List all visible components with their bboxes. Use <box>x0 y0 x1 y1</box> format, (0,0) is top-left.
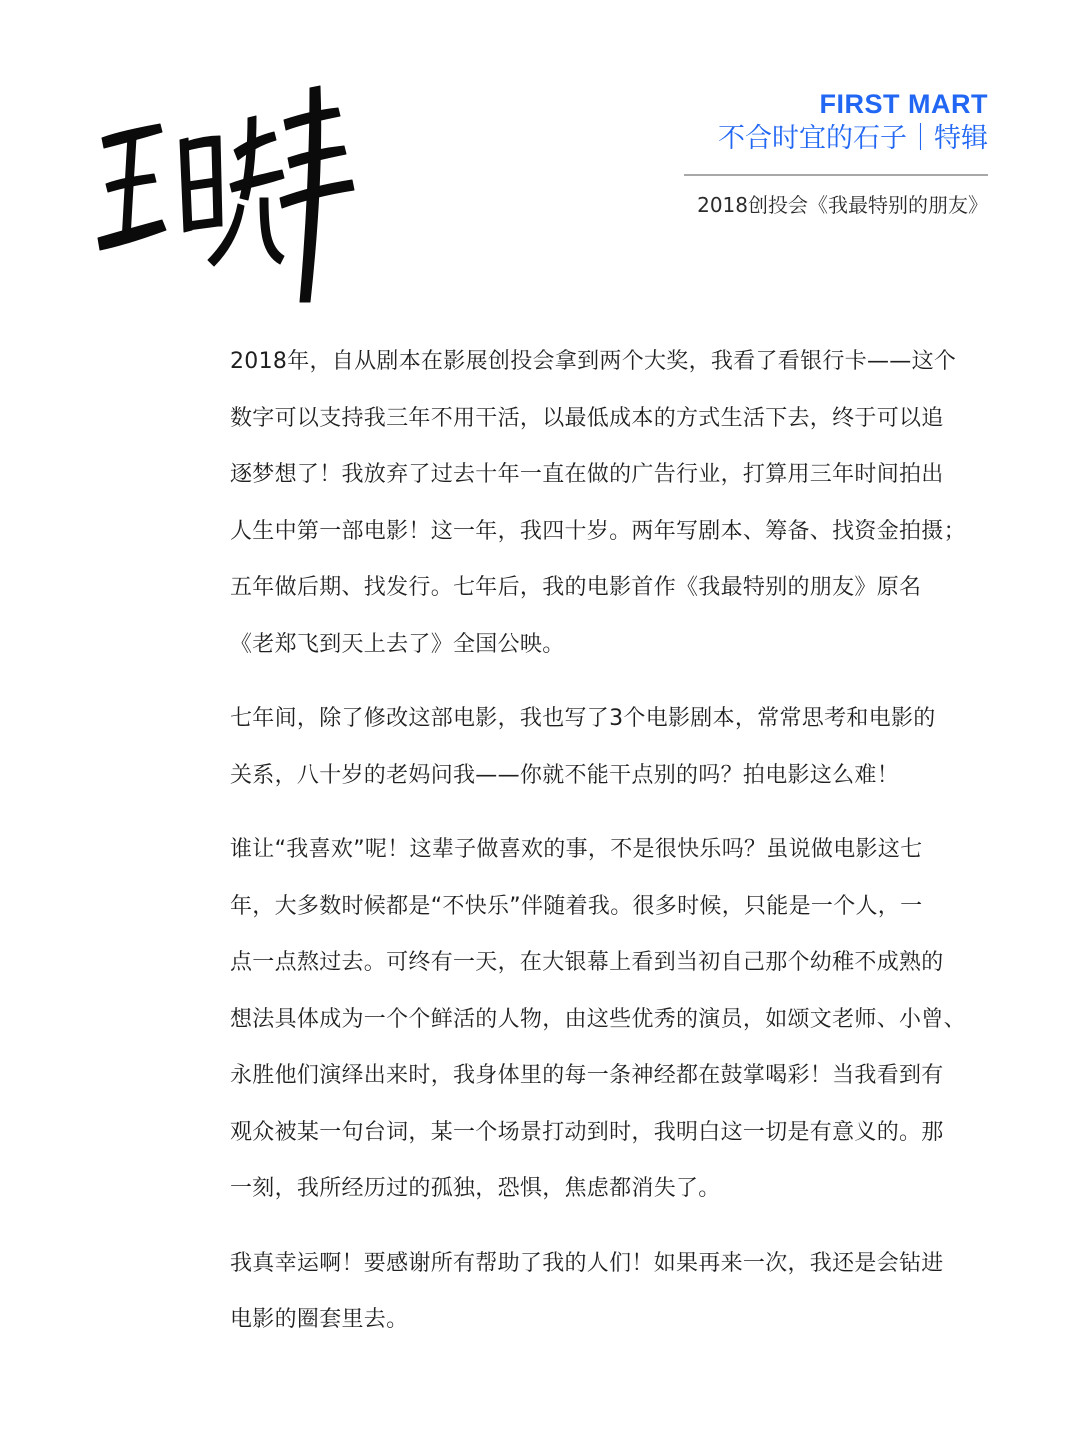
text-line: 我真幸运啊！要感谢所有帮助了我的人们！如果再来一次，我还是会钻进 <box>230 1250 944 1276</box>
text-line: 逐梦想了！我放弃了过去十年一直在做的广告行业，打算用三年时间拍出 <box>230 462 944 487</box>
article-body <box>230 334 1010 1349</box>
text-line: 《老郑飞到天上去了》全国公映。 <box>230 631 565 657</box>
paragraph <box>230 691 1010 804</box>
text-line: 谁让“我喜欢”呢！这辈子做喜欢的事，不是很快乐吗？虽说做电影这七 <box>230 837 923 862</box>
text-line: 点一点熬过去。可终有一天，在大银幕上看到当初自己那个幼稚不成熟的 <box>230 950 944 975</box>
text-line: 想法具体成为一个个鲜活的人物，由这些优秀的演员，如颂文老师、小曾、 <box>230 1006 966 1032</box>
text-line: 永胜他们演绎出来时，我身体里的每一条神经都在鼓掌喝彩！当我看到有 <box>230 1063 944 1088</box>
text-line: 2018年，自从剧本在影展创投会拿到两个大奖，我看了看银行卡——这个 <box>230 349 957 374</box>
text-line: 电影的圈套里去。 <box>230 1307 409 1332</box>
signature-brush-strokes <box>88 80 368 310</box>
brand-title: FIRST MART <box>819 89 988 119</box>
text-line: 年，大多数时候都是“不快乐”伴随着我。很多时候，只能是一个人，一 <box>230 893 923 919</box>
text-line: 七年间，除了修改这部电影，我也写了3个电影剧本，常常思考和电影的 <box>230 706 936 731</box>
header <box>568 88 988 158</box>
text-line: 一刻，我所经历过的孤独，恐惧，焦虑都消失了。 <box>230 1176 721 1201</box>
header-divider <box>684 174 988 176</box>
text-line: 五年做后期、找发行。七年后，我的电影首作《我最特别的朋友》原名 <box>230 575 922 600</box>
paragraph <box>230 334 1010 673</box>
paragraph <box>230 822 1010 1218</box>
text-line: 关系，八十岁的老妈问我——你就不能干点别的吗？拍电影这么难！ <box>230 762 900 788</box>
text-line: 观众被某一句台词，某一个场景打动到时，我明白这一切是有意义的。那 <box>230 1119 944 1145</box>
paragraph <box>230 1236 1010 1349</box>
handwritten-signature <box>88 80 368 310</box>
text-line: 数字可以支持我三年不用干活，以最低成本的方式生活下去，终于可以追 <box>230 405 944 431</box>
text-line: 人生中第一部电影！这一年，我四十岁。两年写剧本、筹备、找资金拍摄； <box>230 518 966 544</box>
series-title: 不合时宜的石子｜特辑 <box>718 123 988 154</box>
event-subtitle: 2018创投会《我最特别的朋友》 <box>697 193 988 217</box>
